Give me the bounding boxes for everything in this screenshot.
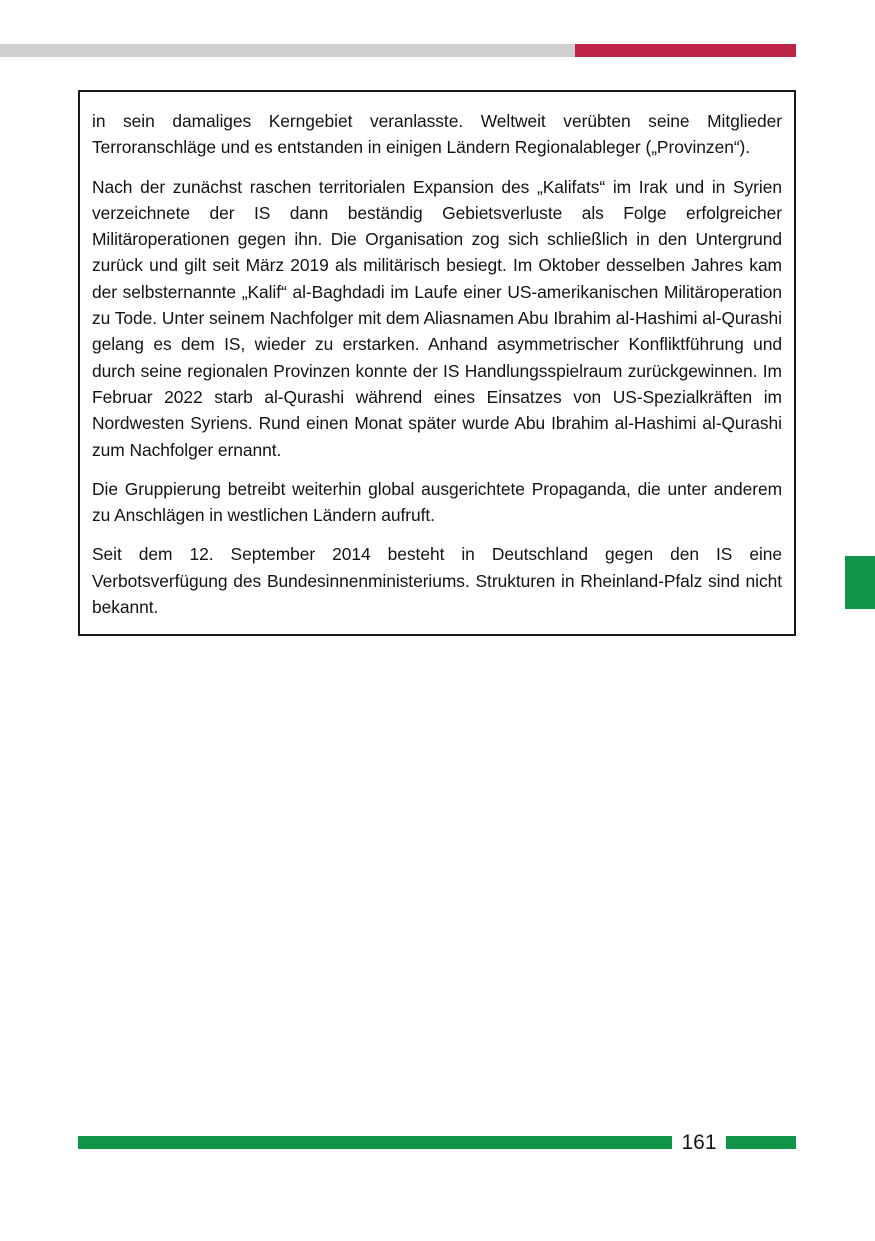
body-paragraph-3: Die Gruppierung betreibt weiterhin global ausgerichtete Propaganda, die unter anderem zu Anschlägen in westlichen Ländern aufruft. bbox=[92, 478, 782, 526]
body-paragraph-4: Seit dem 12. September 2014 besteht in Deutschland gegen den IS eine Verbotsverfügung des Bundesinnenministeriums. Strukturen in Rheinland-Pfalz sind nicht bekannt. bbox=[92, 544, 782, 618]
header-rule-grey bbox=[0, 44, 575, 57]
body-paragraph-1: in sein damaliges Kerngebiet veranlasste. Weltweit verübten seine Mitglieder Terroranschläge und es entstanden in einigen Ländern Regionalableger („Provinzen“). bbox=[92, 111, 782, 158]
footer bbox=[0, 1131, 875, 1154]
header-rule-group bbox=[0, 44, 875, 57]
footer-bar-short bbox=[726, 1136, 796, 1149]
page-number: 161 bbox=[681, 1131, 717, 1154]
body-paragraph-2: Nach der zunächst raschen territorialen Expansion des „Kalifats“ im Irak und in Syrien verzeichnete der IS dann beständig Gebietsverluste als Folge erfolgreicher Militäroperationen gegen ihn. Die Organisation zog sich schließlich in den Untergrund zurück und gilt seit März 2019 als militärisch besiegt. Im Oktober desselben Jahres kam der selbsternannte „Kalif“ al-Baghdadi im Laufe einer US-amerikanischen Militäroperation zu Tode. Unter seinem Nachfolger mit dem Aliasnamen Abu Ibrahim al-Hashimi al-Qurashi gelang es dem IS, wieder zu erstarken. Anhand asymmetrischer Konfliktführung und durch seine regionalen Provinzen konnte der IS Handlungsspielraum zurückgewinnen. Im Februar 2022 starb al-Qurashi während eines Einsatzes von US-Spezialkräften im Nordwesten Syriens. Rund einen Monat später wurde Abu Ibrahim al-Hashimi al-Qurashi zum Nachfolger ernannt. bbox=[92, 176, 782, 460]
side-index-tab bbox=[845, 556, 875, 609]
header-rule-red bbox=[575, 44, 796, 57]
footer-bar-long bbox=[78, 1136, 672, 1149]
framed-text-box bbox=[78, 90, 796, 636]
